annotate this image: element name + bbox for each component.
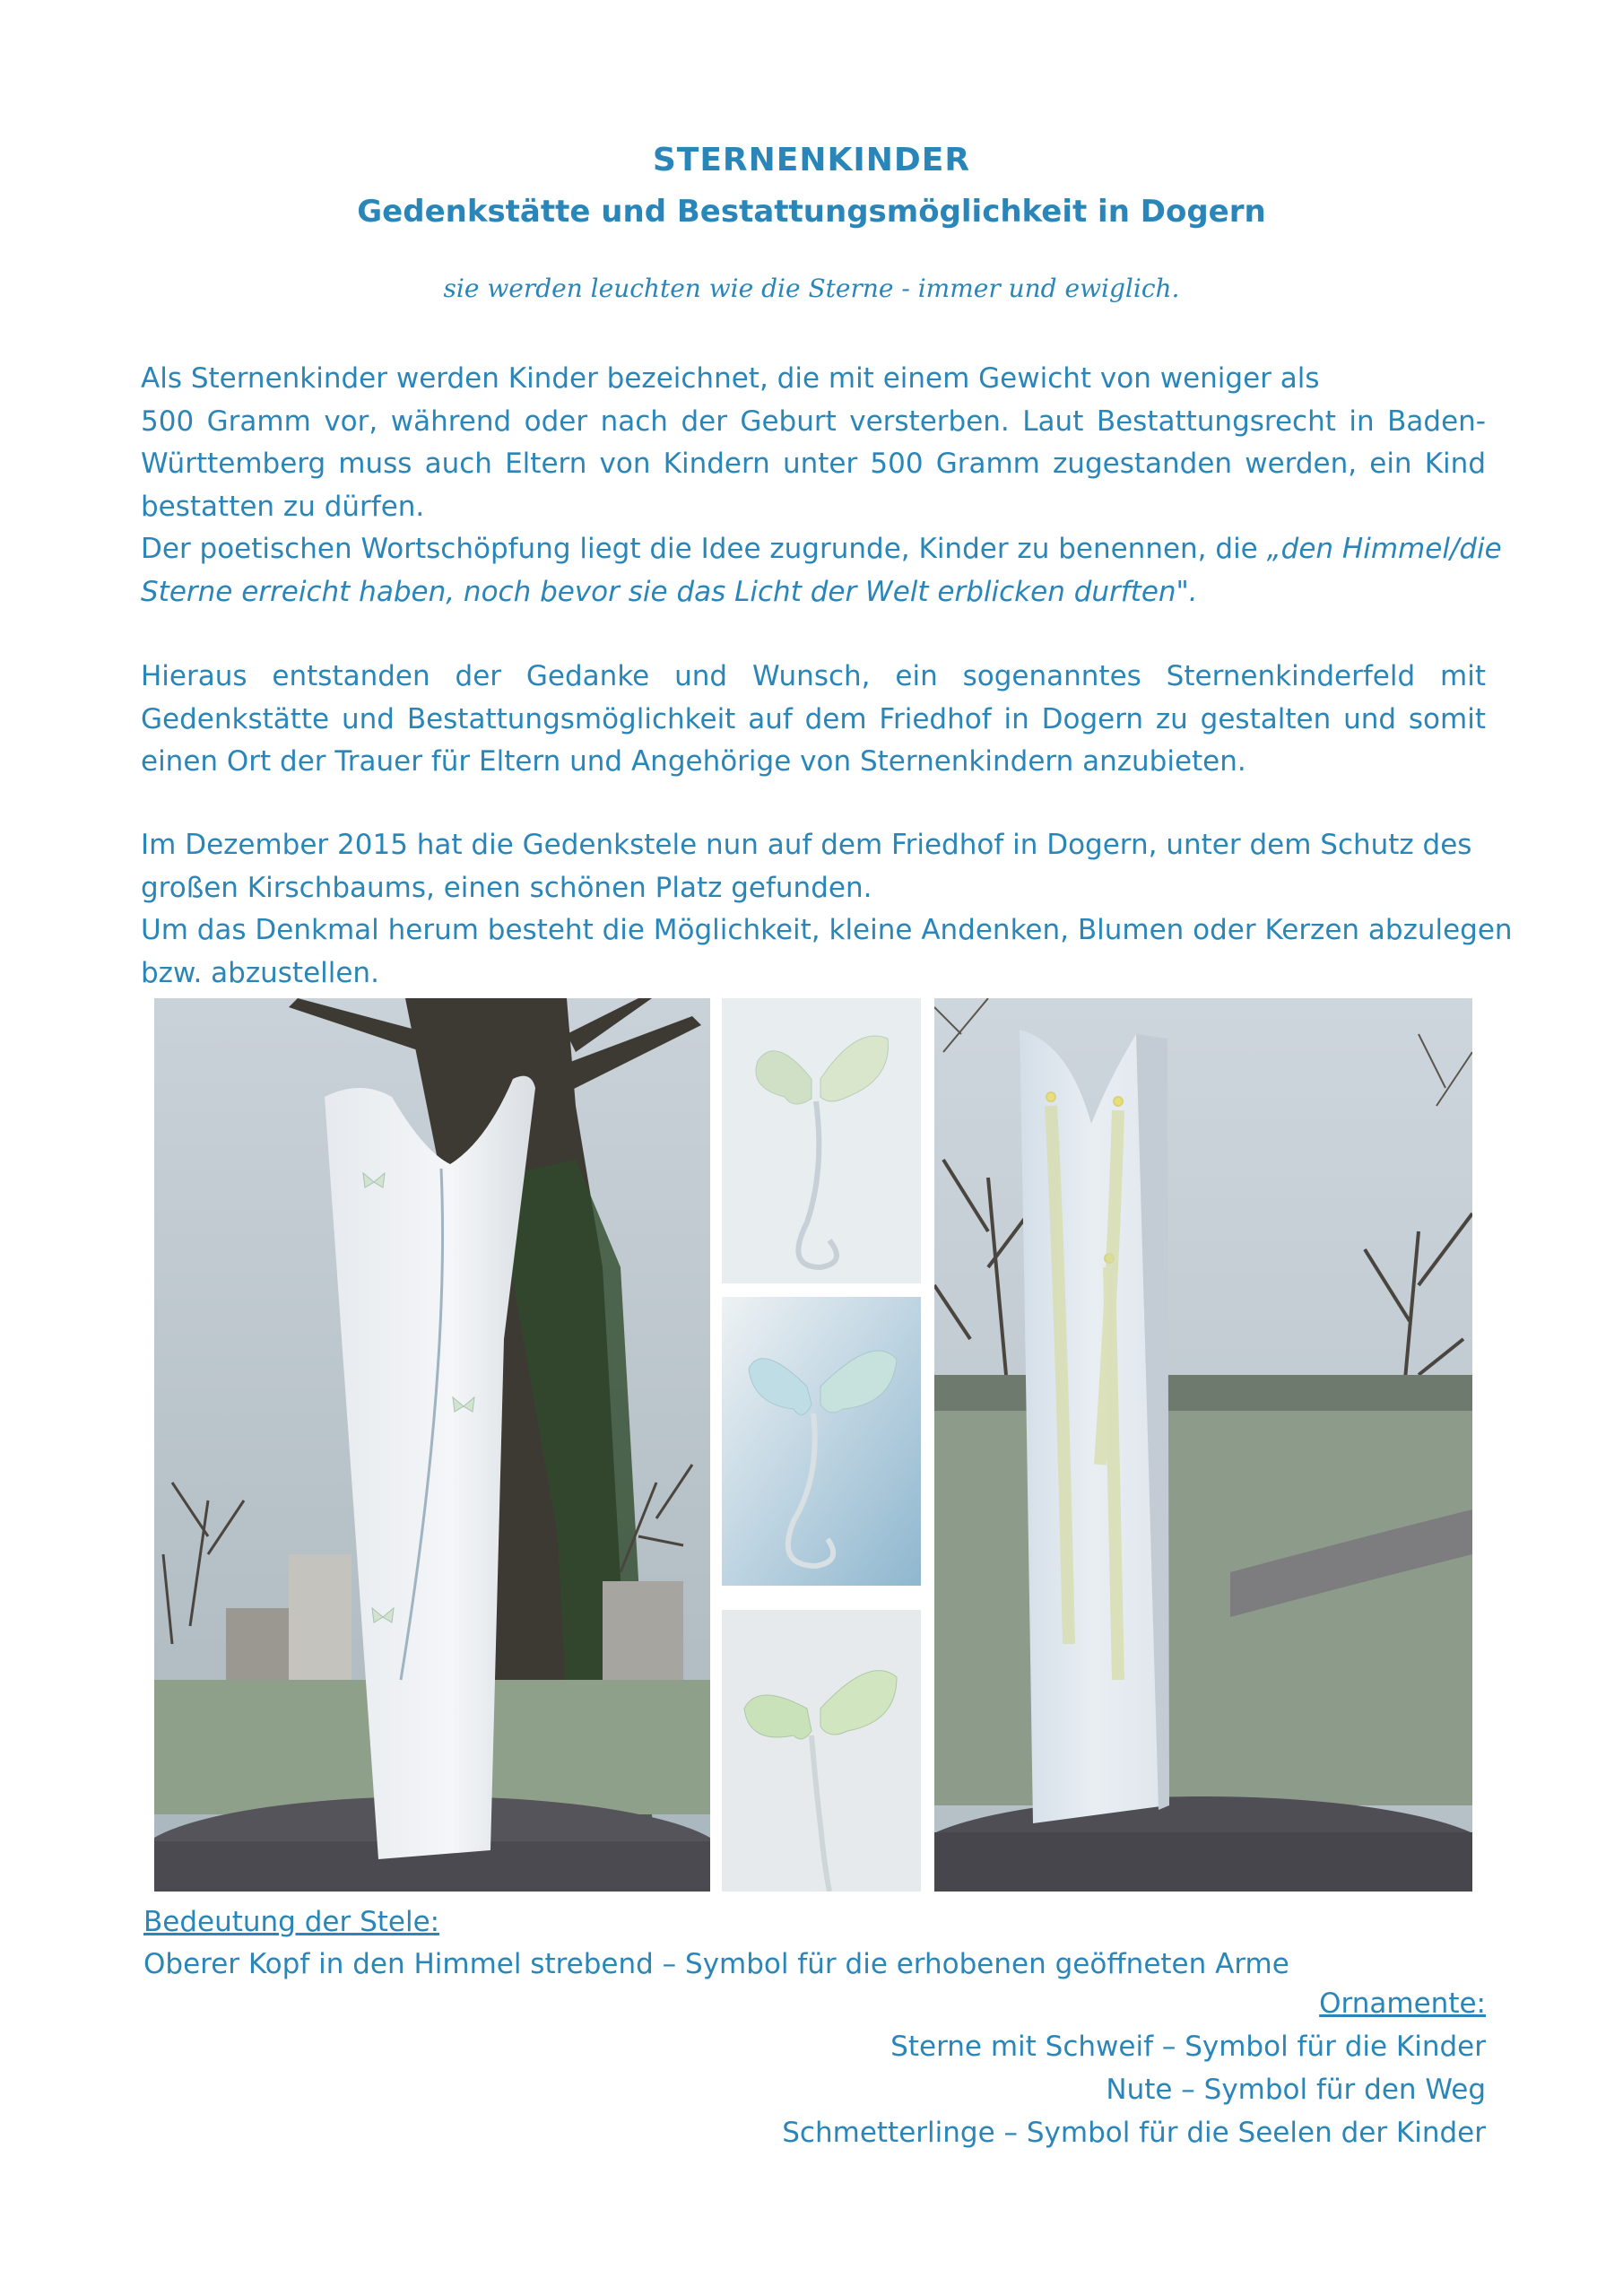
quote-start: „den Himmel/die [1266, 533, 1502, 565]
intro-line-text: Der poetischen Wortschöpfung liegt die Idee zugrunde, Kinder zu benennen, die [141, 533, 1258, 565]
stele-photo-back [934, 998, 1472, 1892]
ornaments-heading: Ornamente: [1319, 1987, 1486, 2020]
intro-paragraph [141, 358, 1502, 613]
ornament-item: Schmetterlinge – Symbol für die Seelen der Kinder [782, 2117, 1486, 2149]
ornament-item: Nute – Symbol für den Weg [1106, 2074, 1486, 2106]
butterfly-detail-photo [722, 1297, 921, 1586]
location-line: Im Dezember 2015 hat die Gedenkstele nun auf dem Friedhof in Dogern, unter dem Schutz des [141, 829, 1472, 861]
location-paragraph [141, 824, 1513, 995]
intro-line: Württemberg muss auch Eltern von Kindern unter 500 Gramm zugestanden werden, ein Kind [141, 448, 1486, 480]
origin-line: Gedenkstätte und Bestattungsmöglichkeit auf dem Friedhof in Dogern zu gestalten und somit [141, 702, 1486, 735]
location-line: großen Kirschbaums, einen schönen Platz gefunden. [141, 871, 872, 904]
intro-line [141, 571, 1486, 614]
meaning-heading: Bedeutung der Stele: [143, 1906, 440, 1938]
location-line: bzw. abzustellen. [141, 956, 379, 989]
quote-word: Sterne [141, 575, 233, 608]
butterfly-detail-photo [722, 1610, 921, 1892]
motto: sie werden leuchten wie die Sterne - immer und ewiglich. [443, 274, 1180, 303]
document-subtitle: Gedenkstätte und Bestattungsmöglichkeit in Dogern [357, 194, 1266, 230]
document-title: STERNENKINDER [652, 142, 971, 178]
meaning-line: Oberer Kopf in den Himmel strebend – Symbol für die erhobenen geöffneten Arme [143, 1948, 1289, 1980]
location-line: Um das Denkmal herum besteht die Möglichkeit, kleine Andenken, Blumen oder Kerzen abzulegen [141, 914, 1513, 946]
origin-line: Hieraus entstanden der Gedanke und Wunsch, ein sogenanntes Sternenkinderfeld mit [141, 660, 1486, 692]
stele-photo-front [154, 998, 710, 1892]
quote-rest: erreicht haben, noch bevor sie das Licht der Welt erblicken durften". [241, 575, 1198, 608]
intro-line [141, 528, 1502, 571]
origin-line: einen Ort der Trauer für Eltern und Angehörige von Sternenkindern anzubieten. [141, 745, 1246, 778]
origin-paragraph [141, 656, 1486, 784]
butterfly-detail-photo [722, 998, 921, 1283]
intro-line: Als Sternenkinder werden Kinder bezeichnet, die mit einem Gewicht von weniger als [141, 362, 1320, 395]
intro-line: 500 Gramm vor, während oder nach der Geburt versterben. Laut Bestattungsrecht in Baden- [141, 404, 1486, 438]
ornament-item: Sterne mit Schweif – Symbol für die Kinder [890, 2031, 1486, 2063]
intro-line: bestatten zu dürfen. [141, 490, 425, 523]
